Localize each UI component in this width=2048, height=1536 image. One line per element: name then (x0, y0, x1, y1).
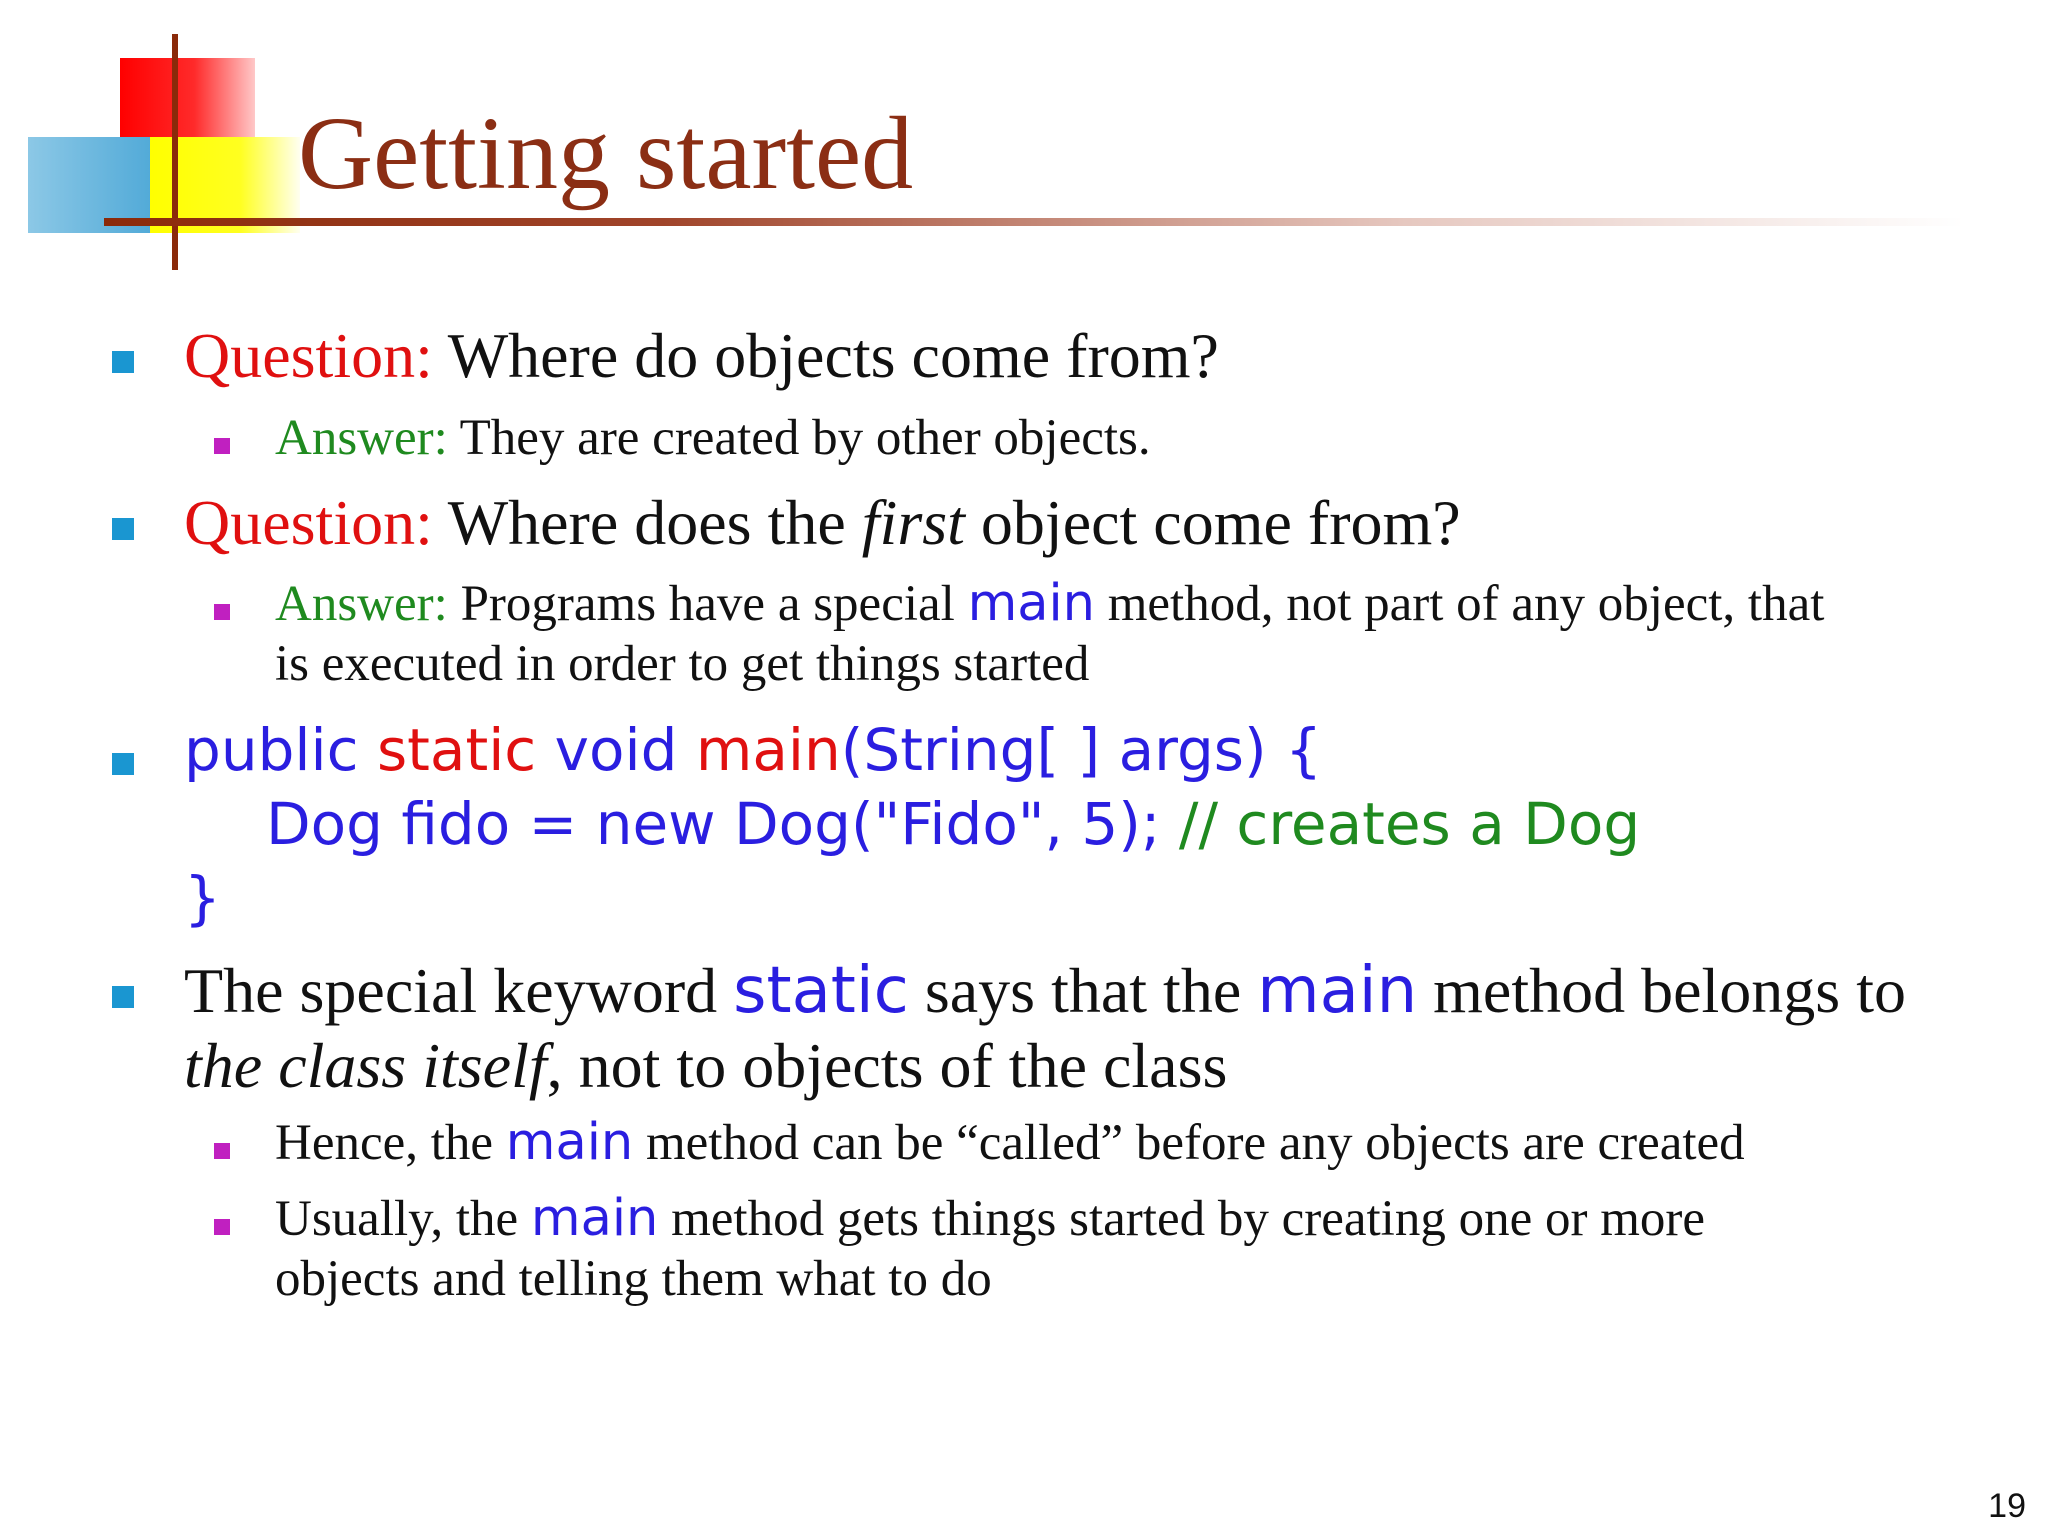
text-mid: says that the (908, 955, 1258, 1026)
static-explanation (184, 955, 1906, 1027)
answer-1 (275, 408, 1151, 468)
question-2 (184, 487, 1461, 559)
question-label: Question: (184, 320, 433, 391)
logo-vertical-line (172, 34, 178, 270)
question-label: Question: (184, 487, 433, 558)
code-comment: // creates a Dog (1178, 790, 1641, 858)
bullet-square-icon (112, 518, 134, 540)
question-emphasis: first (861, 487, 965, 558)
inline-code-main: main (505, 1113, 634, 1172)
sub-point-2 (275, 1189, 1705, 1249)
answer-label: Answer: (275, 410, 448, 466)
text-rest: , not to objects of the class (546, 1030, 1228, 1101)
emphasis-class-itself: the class itself (184, 1030, 547, 1101)
text-before: Hence, the (275, 1115, 506, 1171)
code-line-3 (184, 861, 221, 935)
answer-text-after: method, not part of any object, that (1095, 576, 1825, 632)
sub-point-1 (275, 1113, 1745, 1173)
code-closing-brace: } (184, 864, 221, 932)
bullet-square-icon (112, 986, 134, 1008)
code-line-2 (266, 787, 1640, 861)
question-text-after: object come from? (964, 487, 1461, 558)
code-static: static (376, 716, 537, 784)
code-main: main (695, 716, 841, 784)
text-after: method belongs to (1417, 955, 1906, 1026)
code-signature: (String[ ] args) { (840, 716, 1322, 784)
slide-title: Getting started (298, 96, 914, 211)
static-explanation-line-2 (184, 1030, 1227, 1102)
code-void: void (536, 716, 696, 784)
text-before: Usually, the (275, 1191, 531, 1247)
sub-point-2-line-2: objects and telling them what to do (275, 1251, 992, 1307)
page-number: 19 (1988, 1487, 2026, 1525)
answer-2-line-2: is executed in order to get things started (275, 636, 1090, 692)
inline-code-main: main (1257, 954, 1418, 1028)
inline-code-main: main (967, 574, 1095, 633)
sub-bullet-icon (214, 1219, 230, 1235)
code-line-1 (184, 713, 1322, 787)
text-before: The special keyword (184, 955, 734, 1026)
sub-bullet-icon (214, 1143, 230, 1159)
text-after: method gets things started by creating one or more (658, 1191, 1705, 1247)
question-text: Where do objects come from? (432, 320, 1219, 391)
sub-bullet-icon (214, 438, 230, 454)
bullet-square-icon (112, 351, 134, 373)
question-1 (184, 320, 1219, 392)
answer-text: They are created by other objects. (447, 410, 1151, 466)
bullet-square-icon (112, 753, 134, 775)
inline-code-static: static (733, 954, 909, 1028)
text-after: method can be “called” before any objects are created (633, 1115, 1745, 1171)
question-text-before: Where does the (432, 487, 862, 558)
sub-bullet-icon (214, 604, 230, 620)
title-underline (104, 218, 1964, 226)
answer-label: Answer: (275, 576, 448, 632)
inline-code-main: main (530, 1189, 659, 1248)
answer-text-before: Programs have a special (447, 576, 968, 632)
code-statement: Dog fido = new Dog("Fido", 5); (266, 790, 1179, 858)
answer-2 (275, 574, 1824, 634)
code-public: public (184, 716, 377, 784)
